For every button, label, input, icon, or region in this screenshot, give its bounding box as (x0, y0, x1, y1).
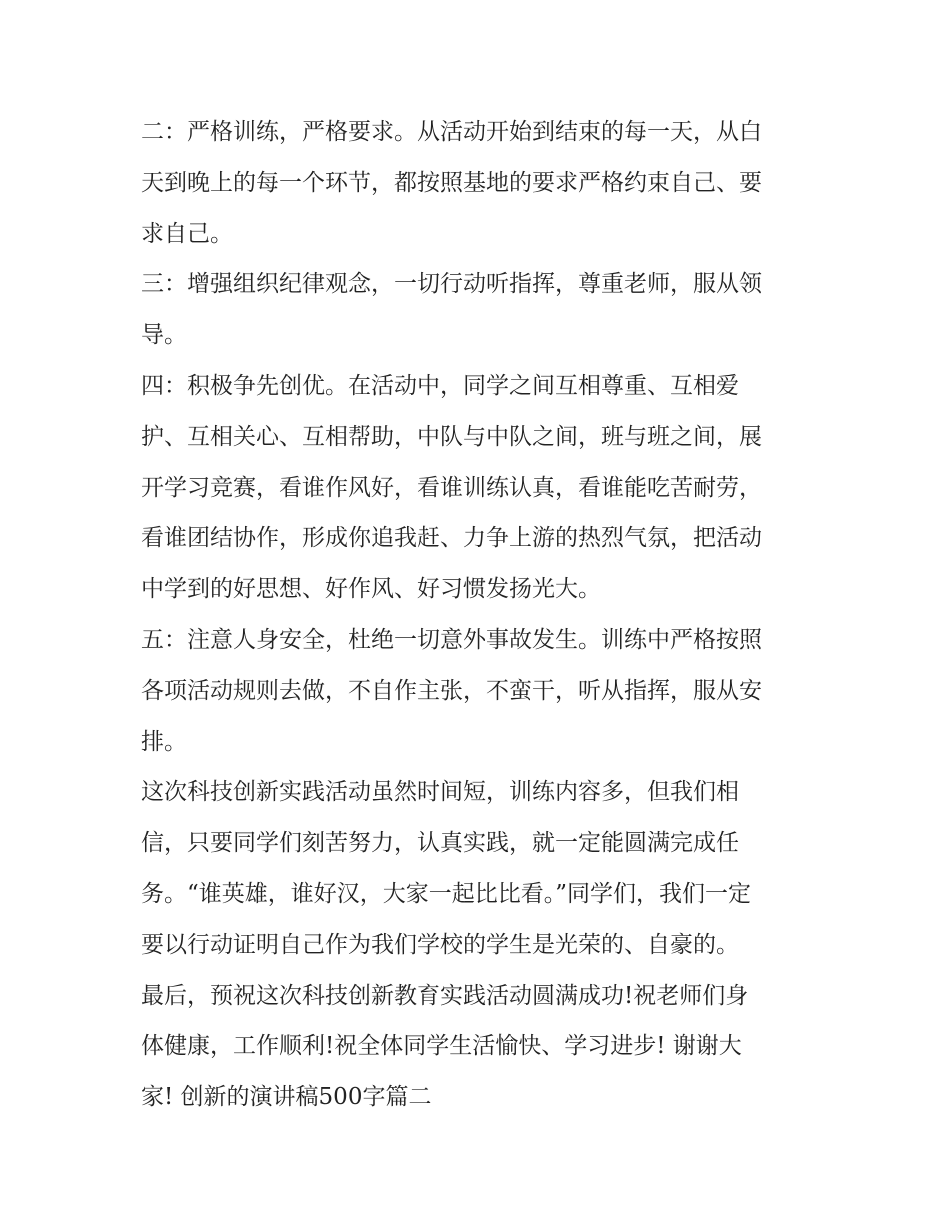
text-line: 最后，预祝这次科技创新教育实践活动圆满成功!祝老师们身 (141, 982, 749, 1009)
text-line: 体健康，工作顺利!祝全体同学生活愉快、学习进步! 谢谢大 (141, 1033, 742, 1060)
body-text (141, 107, 821, 1123)
text-line: 要以行动证明自己作为我们学校的学生是光荣的、自豪的。 (141, 931, 739, 958)
text-line: 护、互相关心、互相帮助，中队与中队之间，班与班之间，展 (141, 423, 762, 450)
text-line: 信，只要同学们刻苦努力，认真实践，就一定能圆满完成任 (141, 830, 739, 857)
text-line: 三：增强组织纪律观念，一切行动听指挥，尊重老师，服从领 (141, 271, 762, 298)
text-line: 各项活动规则去做，不自作主张，不蛮干，听从指挥，服从安 (141, 677, 762, 704)
text-line: 二：严格训练，严格要求。从活动开始到结束的每一天，从白 (141, 119, 762, 145)
text-line: 五：注意人身安全，杜绝一切意外事故发生。训练中严格按照 (141, 626, 762, 653)
text-line: 天到晚上的每一个环节，都按照基地的要求严格约束自己、要 (141, 169, 762, 196)
text-line: 务。“谁英雄，谁好汉，大家一起比比看。”同学们，我们一定 (141, 880, 752, 907)
text-line: 中学到的好思想、好作风、好习惯发扬光大。 (141, 576, 601, 603)
text-line: 这次科技创新实践活动虽然时间短，训练内容多，但我们相 (141, 779, 739, 806)
text-line: 导。 (141, 322, 187, 349)
text-line: 排。 (141, 728, 187, 755)
text-line: 开学习竞赛，看谁作风好，看谁训练认真，看谁能吃苦耐劳， (141, 474, 762, 501)
text-line: 求自己。 (141, 220, 233, 247)
text-line: 家! 创新的演讲稿500字篇二 (141, 1084, 432, 1111)
text-line: 四：积极争先创优。在活动中，同学之间互相尊重、互相爱 (141, 372, 739, 399)
text-line: 看谁团结协作，形成你追我赶、力争上游的热烈气氛，把活动 (141, 525, 762, 552)
